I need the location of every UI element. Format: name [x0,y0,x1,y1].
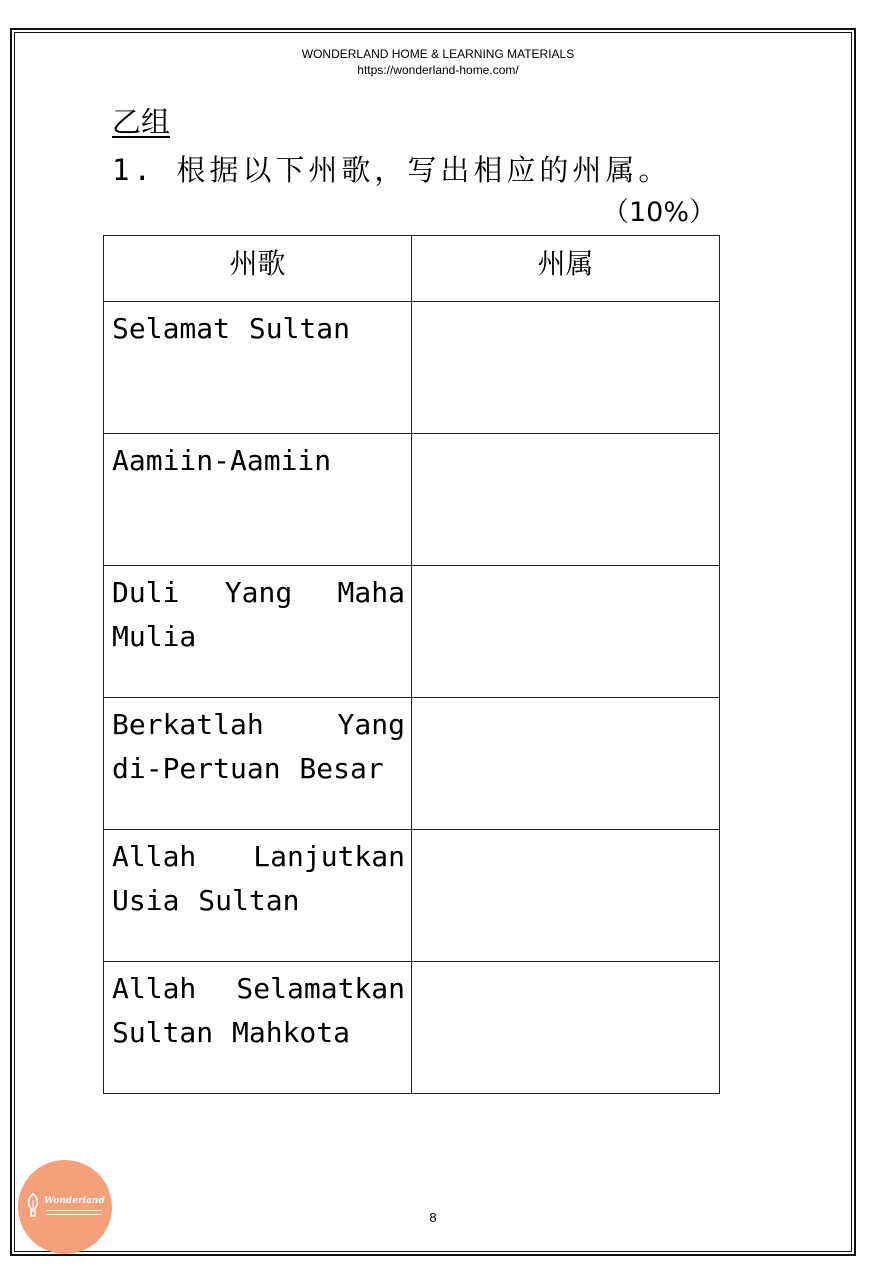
page-header [0,46,876,78]
logo-text: Wonderland [44,1196,105,1206]
state-answer-cell[interactable] [412,830,720,962]
section-title: 乙组 [112,105,171,139]
song-name-cell: Aamiin-Aamiin [104,434,412,566]
table-row [104,962,720,1094]
table-row [104,698,720,830]
state-answer-cell[interactable] [412,698,720,830]
state-answer-cell[interactable] [412,566,720,698]
table-row [104,830,720,962]
song-name-cell: Allah Selamatkan Sultan Mahkota [104,962,412,1094]
song-name-cell: Allah Lanjutkan Usia Sultan [104,830,412,962]
table-row [104,302,720,434]
header-title: WONDERLAND HOME & LEARNING MATERIALS [301,47,575,61]
table-header-row [104,236,720,302]
state-answer-cell[interactable] [412,302,720,434]
state-answer-cell[interactable] [412,434,720,566]
question-text: 1. 根据以下州歌，写出相应的州属。 [112,153,672,187]
song-name-cell: Duli Yang Maha Mulia [104,566,412,698]
column-header-song: 州歌 [104,236,412,302]
header-url: https://wonderland-home.com/ [357,63,519,77]
answer-table [103,235,720,1094]
table-row [104,566,720,698]
page-number: 8 [429,1210,437,1225]
wonderland-logo [18,1160,112,1254]
column-header-state: 州属 [412,236,720,302]
table-row [104,434,720,566]
state-answer-cell[interactable] [412,962,720,1094]
song-name-cell: Berkatlah Yang di-Pertuan Besar [104,698,412,830]
song-name-cell: Selamat Sultan [104,302,412,434]
question-marks: （10%） [601,197,716,228]
